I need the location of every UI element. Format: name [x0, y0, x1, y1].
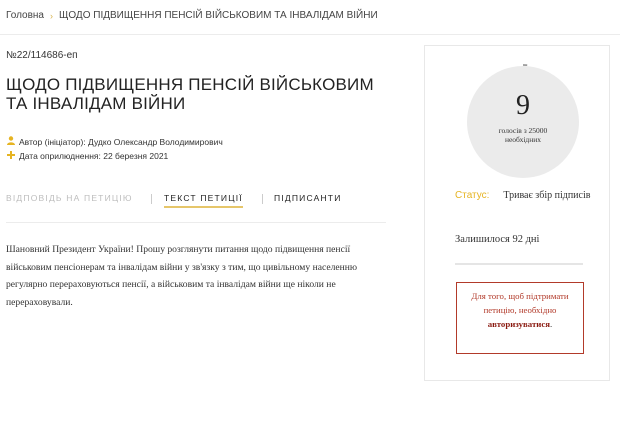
petition-date: [6, 151, 168, 161]
days-remaining: Залишилося 92 дні: [455, 234, 540, 245]
user-icon: [6, 136, 15, 147]
header-divider: [0, 34, 620, 35]
tab-divider: [262, 194, 263, 204]
breadcrumb-home[interactable]: Головна: [6, 10, 44, 21]
status-label: Статус:: [455, 190, 490, 201]
tab-petition-text[interactable]: ТЕКСТ ПЕТИЦІЇ: [164, 193, 243, 203]
tab-signers[interactable]: ПІДПИСАНТИ: [274, 193, 342, 203]
chevron-right-icon: ›: [50, 10, 53, 21]
signature-count: 9: [516, 90, 530, 121]
tab-answer[interactable]: ВІДПОВІДЬ НА ПЕТИЦІЮ: [6, 193, 133, 203]
date-text: Дата оприлюднення: 22 березня 2021: [19, 151, 169, 161]
signatures-needed: голосів з 25000 необхідних: [498, 126, 548, 144]
petition-body: Шановний Президент України! Прошу розглянути питання щодо підвищення пенсії військовим пенсіонерам та інвалідам війни у зв'язку з тим, що цивільному населенню регулярно перераховуються пенсії, а військовим та інвалідам війни ще ніколи не перераховували.: [6, 244, 358, 308]
tab-divider: [151, 194, 152, 204]
auth-notice: [456, 282, 584, 354]
petition-status: [455, 188, 595, 204]
petition-number: №22/114686-еп: [6, 50, 78, 61]
petition-tabs: [6, 193, 386, 213]
signature-counter: [467, 66, 579, 178]
login-link[interactable]: авторизуватися: [487, 319, 550, 329]
petition-author: [6, 136, 223, 147]
page-title: ЩОДО ПІДВИЩЕННЯ ПЕНСІЙ ВІЙСЬКОВИМ ТА ІНВАЛІДАМ ВІЙНИ: [6, 75, 374, 113]
sidebar-divider: [455, 263, 583, 265]
petition-sidebar: [424, 45, 610, 381]
author-text: Автор (ініціатор): Дудко Олександр Володимирович: [19, 136, 223, 147]
breadcrumb: [6, 10, 378, 21]
tabs-divider: [6, 222, 386, 223]
signature-progress-ring: [464, 63, 582, 181]
auth-notice-text: Для того, щоб підтримати петицію, необхідно: [471, 291, 569, 315]
breadcrumb-current: ЩОДО ПІДВИЩЕННЯ ПЕНСІЙ ВІЙСЬКОВИМ ТА ІНВАЛІДАМ ВІЙНИ: [59, 10, 378, 21]
auth-notice-suffix: .: [550, 319, 553, 329]
plus-icon: [6, 151, 15, 161]
status-value: Триває збір підписів: [503, 190, 591, 201]
signature-progress-arc: [466, 65, 580, 179]
